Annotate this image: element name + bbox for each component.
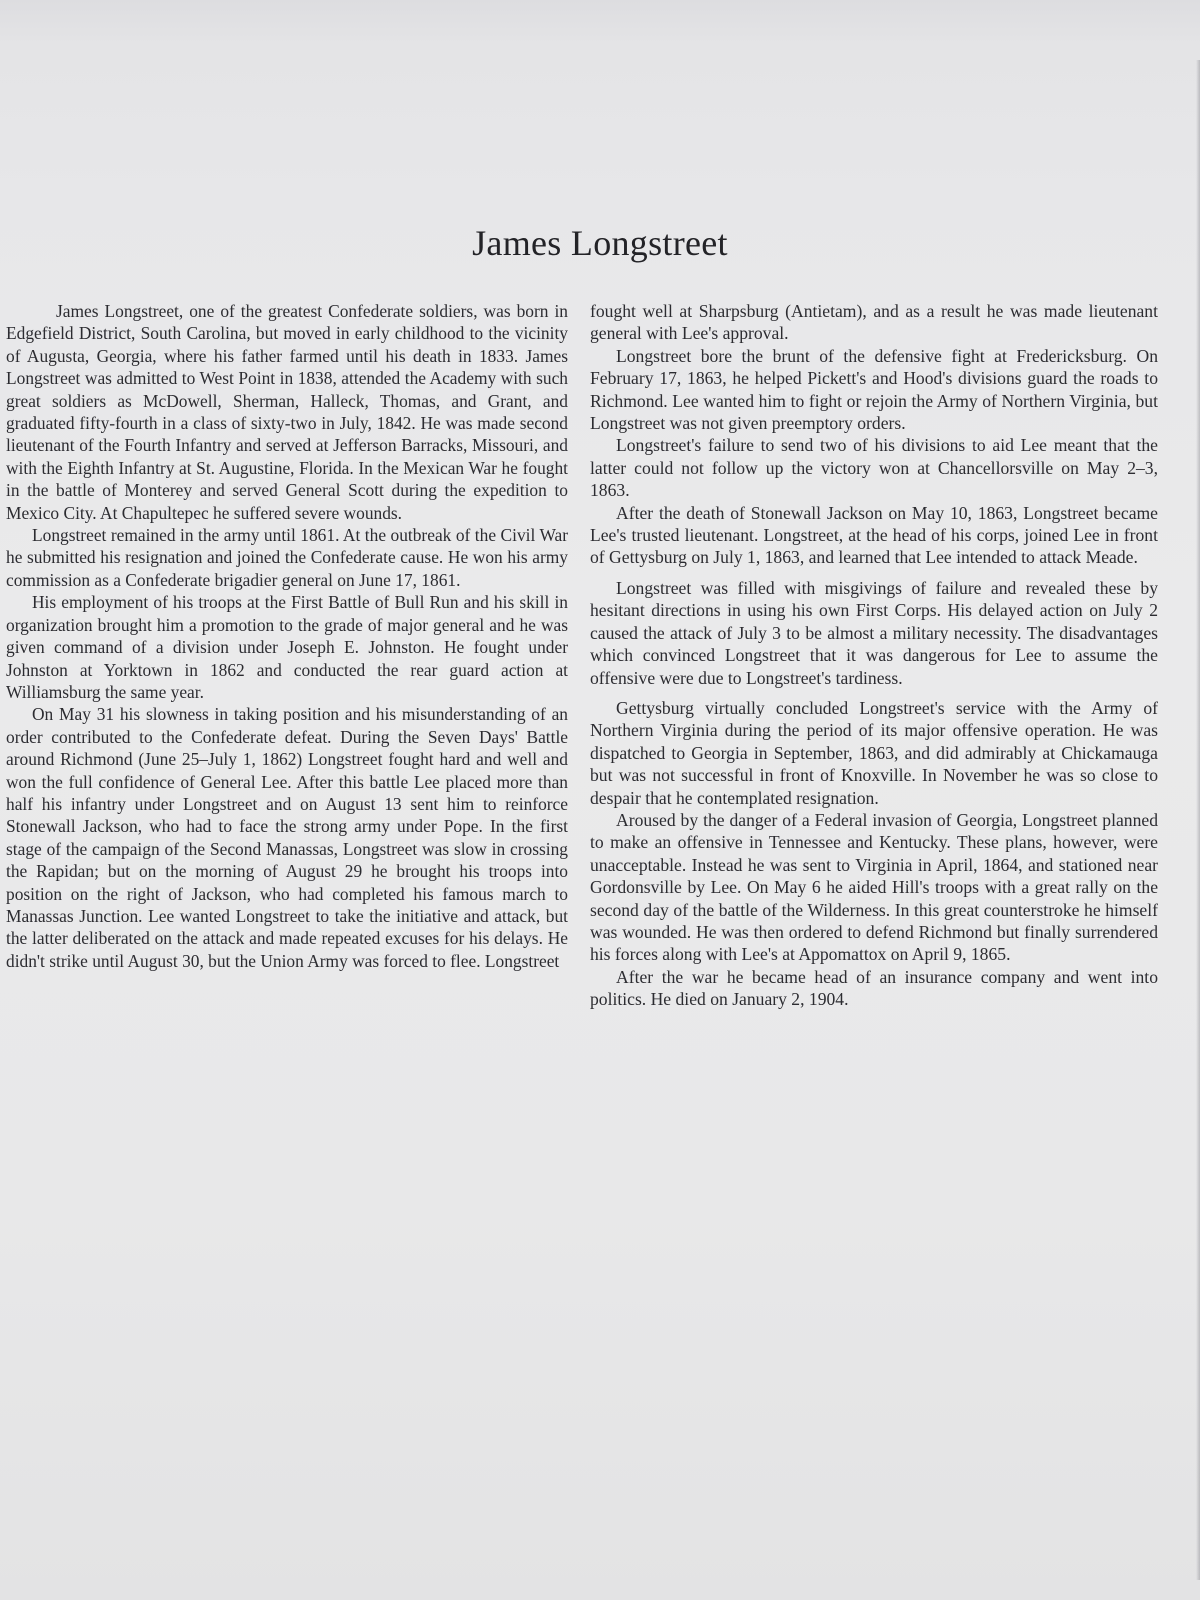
page-right-edge [1196, 60, 1200, 1580]
paragraph: Gettysburg virtually concluded Longstreet's service with the Army of Northern Virginia during the period of its major offensive operation. He was dispatched to Georgia in September, 1863, and did admirably at Chickamauga but was not successful in front of Knoxville. In November he was so close to despair that he contemplated resignation. [590, 697, 1158, 808]
page-title: James Longstreet [472, 223, 728, 263]
left-column [6, 300, 568, 972]
paragraph: Longstreet was filled with misgivings of failure and revealed these by hesitant directions in using his own First Corps. His delayed action on July 2 caused the attack of July 3 to be almost a military necessity. The disadvantages which convinced Longstreet that it was dangerous for Lee to assume the offensive were due to Longstreet's tardiness. [590, 577, 1158, 688]
paragraph: Longstreet remained in the army until 1861. At the outbreak of the Civil War he submitted his resignation and joined the Confederate cause. He won his army commission as a Confederate brigadier general on June 17, 1861. [6, 525, 568, 590]
paragraph: After the death of Stonewall Jackson on May 10, 1863, Longstreet became Lee's trusted lieutenant. Longstreet, at the head of his corps, joined Lee in front of Gettysburg on July 1, 1863, and learned that Lee intended to attack Meade. [590, 502, 1158, 568]
paragraph: Longstreet's failure to send two of his divisions to aid Lee meant that the latter could not follow up the victory won at Chancellorsville on May 2–3, 1863. [590, 435, 1158, 501]
paragraph: On May 31 his slowness in taking position and his misunderstanding of an order contributed to the Confederate defeat. During the Seven Days' Battle around Richmond (June 25–July 1, 1862) Longstreet fought hard and well and won the full confidence of General Lee. After this battle Lee placed more than half his infantry under Longstreet and on August 13 sent him to reinforce Stonewall Jackson, who had to face the strong army under Pope. In the first stage of the campaign of the Second Manassas, Longstreet was slow in crossing the Rapidan; but on the morning of August 29 he brought his troops into position on the right of Jackson, who had completed his famous march to Manassas Junction. Lee wanted Longstreet to take the initiative and attack, but the latter deliberated on the attack and made repeated excuses for his delays. He didn't strike until August 30, but the Union Army was forced to flee. Longstreet [6, 704, 568, 971]
page-top-fold [0, 0, 1200, 64]
paragraph: His employment of his troops at the First Battle of Bull Run and his skill in organization brought him a promotion to the grade of major general and he was given command of a division under Joseph E. Johnston. He fought under Johnston at Yorktown in 1862 and conducted the rear guard action at Williamsburg the same year. [6, 592, 568, 702]
paragraph: James Longstreet, one of the greatest Confederate soldiers, was born in Edgefield District, South Carolina, but moved in early childhood to the vicinity of Augusta, Georgia, where his father farmed until his death in 1833. James Longstreet was admitted to West Point in 1838, attended the Academy with such great soldiers as McDowell, Sherman, Halleck, Thomas, and Grant, and graduated fifty-fourth in a class of sixty-two in July, 1842. He was made second lieutenant of the Fourth Infantry and served at Jefferson Barracks, Missouri, and with the Eighth Infantry at St. Augustine, Florida. In the Mexican War he fought in the battle of Monterey and served General Scott during the expedition to Mexico City. At Chapultepec he suffered severe wounds. [6, 301, 568, 523]
paragraph: After the war he became head of an insurance company and went into politics. He died on January 2, 1904. [590, 966, 1158, 1010]
paragraph: Aroused by the danger of a Federal invasion of Georgia, Longstreet planned to make an offensive in Tennessee and Kentucky. These plans, however, were unacceptable. Instead he was sent to Virginia in April, 1864, and stationed near Gordonsville by Lee. On May 6 he aided Hill's troops with a great rally on the second day of the battle of the Wilderness. In this great counterstroke he himself was wounded. He was then ordered to defend Richmond but finally surrendered his forces along with Lee's at Appomattox on April 9, 1865. [590, 809, 1158, 965]
paragraph: Longstreet bore the brunt of the defensive fight at Fredericksburg. On February 17, 1863, he helped Pickett's and Hood's divisions guard the roads to Richmond. Lee wanted him to fight or rejoin the Army of Northern Virginia, but Longstreet was not given preemptory orders. [590, 345, 1158, 434]
paragraph: fought well at Sharpsburg (Antietam), and as a result he was made lieutenant general with Lee's approval. [590, 301, 1158, 344]
right-column [590, 300, 1158, 1011]
